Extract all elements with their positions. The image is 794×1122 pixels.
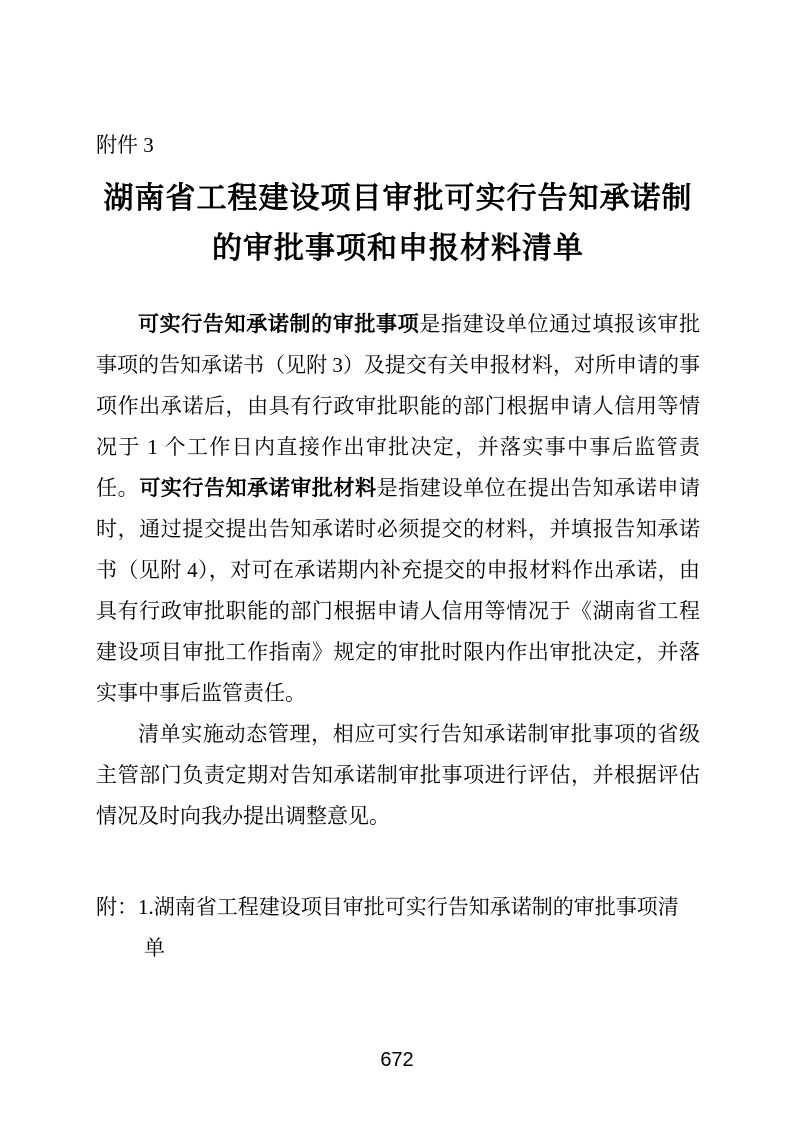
body-paragraph-1 <box>96 304 700 714</box>
para1-bold-lead-approval-materials: 可实行告知承诺审批材料 <box>139 476 377 500</box>
document-title <box>96 174 700 274</box>
para1-text-run-1: 是指建设单位通过填报该审批事项的告知承诺书（见附 3）及提交有关申报材料，对所申请的事项作出承诺后，由具有行政审批职能的部门根据申请人信用等情况于 1 个工作日内直接作出审批决定，并落实事中事后监管责任。 <box>96 312 701 500</box>
body-paragraph-2 <box>96 714 700 837</box>
document-title-line-2: 的审批事项和申报材料清单 <box>212 232 584 265</box>
para1-text-run-2: 是指建设单位在提出告知承诺申请时，通过提交提出告知承诺时必须提交的材料，并填报告知承诺书（见附 4），对可在承诺期内补充提交的申报材料作出承诺，由具有行政审批职能的部门根据申请人信用等情况于《湖南省工程建设项目审批工作指南》规定的审批时限内作出审批决定，并落实事中事后监管责任。 <box>96 476 701 705</box>
appendix-item-1-text: 湖南省工程建设项目审批可实行告知承诺制的审批事项清单 <box>144 895 679 960</box>
para2-text-run: 清单实施动态管理，相应可实行告知承诺制审批事项的省级主管部门负责定期对告知承诺制审批事项进行评估，并根据评估情况及时向我办提出调整意见。 <box>96 722 700 828</box>
appendix-item-1-number: 1. <box>138 895 154 919</box>
attachment-label: 附件 3 <box>96 133 154 157</box>
appendix-list <box>96 887 684 969</box>
para1-bold-lead-approval-items: 可实行告知承诺制的审批事项 <box>138 312 420 336</box>
page-number: 672 <box>380 1049 414 1071</box>
document-title-line-1: 湖南省工程建设项目审批可实行告知承诺制 <box>103 182 693 215</box>
appendix-label: 附： <box>96 895 138 919</box>
